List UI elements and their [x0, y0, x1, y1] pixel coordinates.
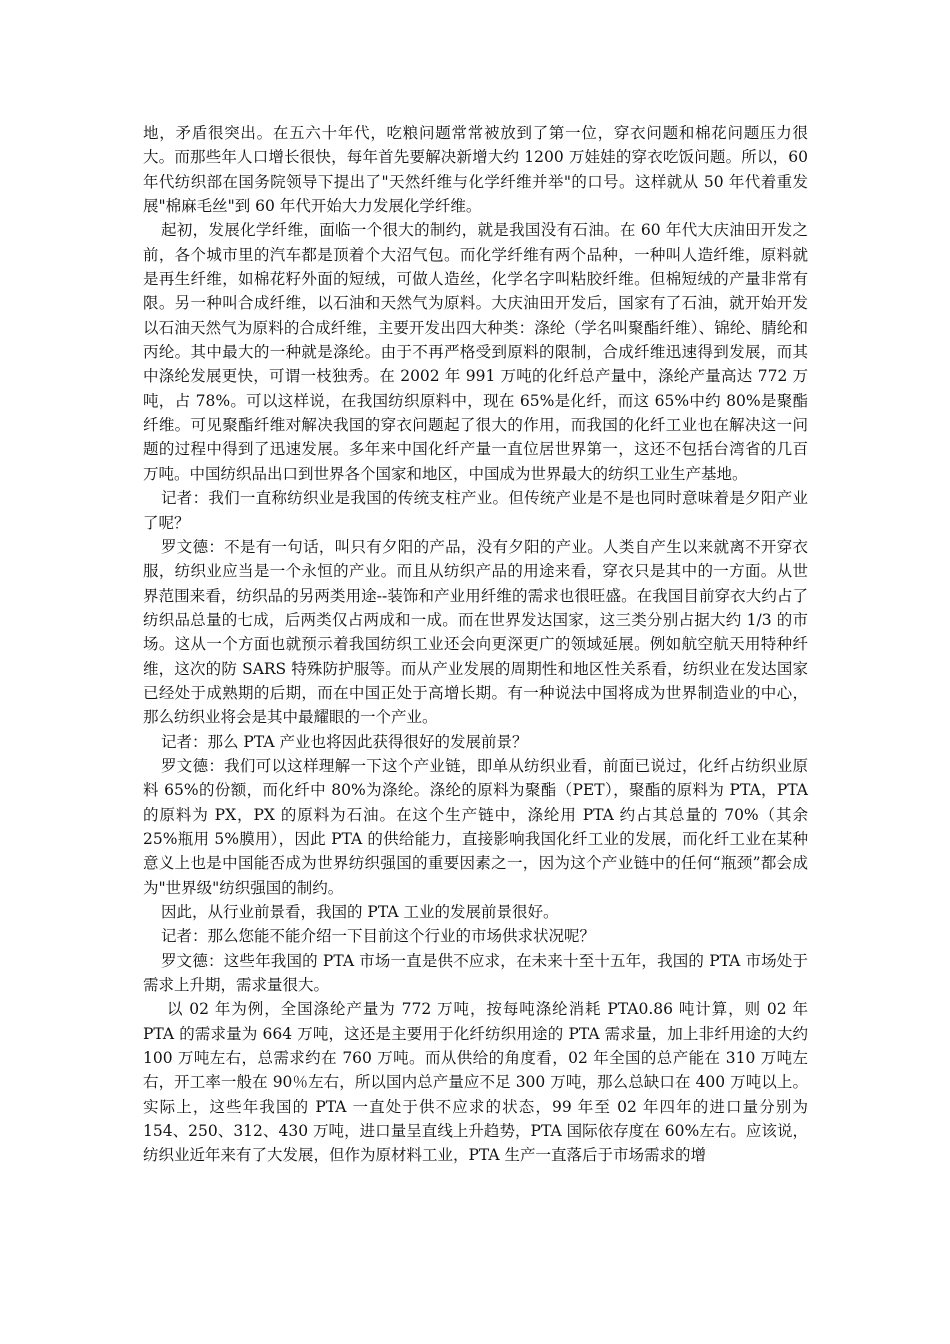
paragraph: 记者：我们一直称纺织业是我国的传统支柱产业。但传统产业是不是也同时意味着是夕阳产业了呢？ [143, 489, 808, 532]
paragraph: 记者：那么您能不能介绍一下目前这个行业的市场供求状况呢？ [161, 927, 596, 946]
paragraph: 记者：那么 PTA 产业也将因此获得很好的发展前景？ [161, 732, 528, 751]
paragraph: 因此，从行业前景看，我国的 PTA 工业的发展前景很好。 [161, 903, 559, 921]
paragraph: 罗文德：这些年我国的 PTA 市场一直是供不应求，在未来十至十五年，我国的 PTA 市场处于需求上升期，需求量很大。 [143, 951, 808, 995]
paragraph: 地，矛盾很突出。在五六十年代，吃粮问题常常被放到了第一位，穿衣问题和棉花问题压力很大。而那些年人口增长很快，每年首先要解决新增大约 1200 万娃娃的穿衣吃饭问题。所以，60 年代纺织部在国务院领导下提出了"天然纤维与化学纤维并举"的口号。这样就从 50 年代着重发展"棉麻毛丝"到 60 年代开始大力发展化学纤维。 [143, 124, 808, 216]
paragraph: 起初，发展化学纤维，面临一个很大的制约，就是我国没有石油。在 60 年代大庆油田开发之前，各个城市里的汽车都是顶着个大沼气包。而化学纤维有两个品种，一种叫人造纤维，原料就是再生纤维，如棉花籽外面的短绒，可做人造丝，化学名字叫粘胶纤维。但棉短绒的产量非常有限。另一种叫合成纤维，以石油和天然气为原料。大庆油田开发后，国家有了石油，就开始开发以石油天然气为原料的合成纤维，主要开发出四大种类：涤纶（学名叫聚酯纤维）、锦纶、腈纶和丙纶。其中最大的一种就是涤纶。由于不再严格受到原料的限制，合成纤维迅速得到发展，而其中涤纶发展更快，可谓一枝独秀。在 2002 年 991 万吨的化纤总产量中，涤纶产量高达 772 万吨，占 78%。可以这样说，在我国纺织原料中，现在 65%是化纤，而这 65%中约 80%是聚酯纤维。可见聚酯纤维对解决我国的穿衣问题起了很大的作用，而我国的化纤工业也在解决这一问题的过程中得到了迅速发展。多年来中国化纤产量一直位居世界第一，这还不包括台湾省的几百万吨。中国纺织品出口到世界各个国家和地区，中国成为世界最大的纺织工业生产基地。 [143, 221, 808, 483]
paragraph: 以 02 年为例，全国涤纶产量为 772 万吨，按每吨涤纶消耗 PTA0.86 吨计算，则 02 年 PTA 的需求量为 664 万吨，这还是主要用于化纤纺织用途的 PTA 需求量，加上非纤用途的大约 100 万吨左右，总需求约在 760 万吨。而从供给的角度看，02 年全国的总产能在 310 万吨左右，开工率一般在 90％左右，所以国内总产量应不足 300 万吨，那么总缺口在 400 万吨以上。实际上，这些年我国的 PTA 一直处于供不应求的状态，99 年至 02 年四年的进口量分别为 154、250、312、430 万吨，进口量呈直线上升趋势，PTA 国际依存度在 60%左右。应该说，纺织业近年来有了大发展，但作为原材料工业，PTA 生产一直落后于市场需求的增 [143, 1000, 808, 1165]
paragraph: 罗文德：不是有一句话，叫只有夕阳的产品，没有夕阳的产业。人类自产生以来就离不开穿衣服，纺织业应当是一个永恒的产业。而且从纺织产品的用途来看，穿衣只是其中的一方面。从世界范围来看，纺织品的另两类用途--装饰和产业用纤维的需求也很旺盛。在我国目前穿衣大约占了纺织品总量的七成，后两类仅占两成和一成。而在世界发达国家，这三类分别占据大约 1/3 的市场。这从一个方面也就预示着我国纺织工业还会向更深更广的领域延展。例如航空航天用特种纤维，这次的防 SARS 特殊防护服等。而从产业发展的周期性和地区性关系看，纺织业在发达国家已经处于成熟期的后期，而在中国正处于高增长期。有一种说法中国将成为世界制造业的中心，那么纺织业将会是其中最耀眼的一个产业。 [143, 537, 808, 727]
paragraph: 罗文德：我们可以这样理解一下这个产业链，即单从纺织业看，前面已说过，化纤占纺织业原料 65%的份额，而化纤中 80%为涤纶。涤纶的原料为聚酯（PET），聚酯的原料为 PTA，PTA 的原料为 PX，PX 的原料为石油。在这个生产链中，涤纶用 PTA 约占其总量的 70%（其余 25%瓶用 5%膜用），因此 PTA 的供给能力，直接影响我国化纤工业的发展，而化纤工业在某种意义上也是中国能否成为世界纺织强国的重要因素之一，因为这个产业链中的任何“瓶颈”都会成为"世界级"纺织强国的制约。 [143, 756, 808, 897]
document-body [143, 121, 808, 1168]
